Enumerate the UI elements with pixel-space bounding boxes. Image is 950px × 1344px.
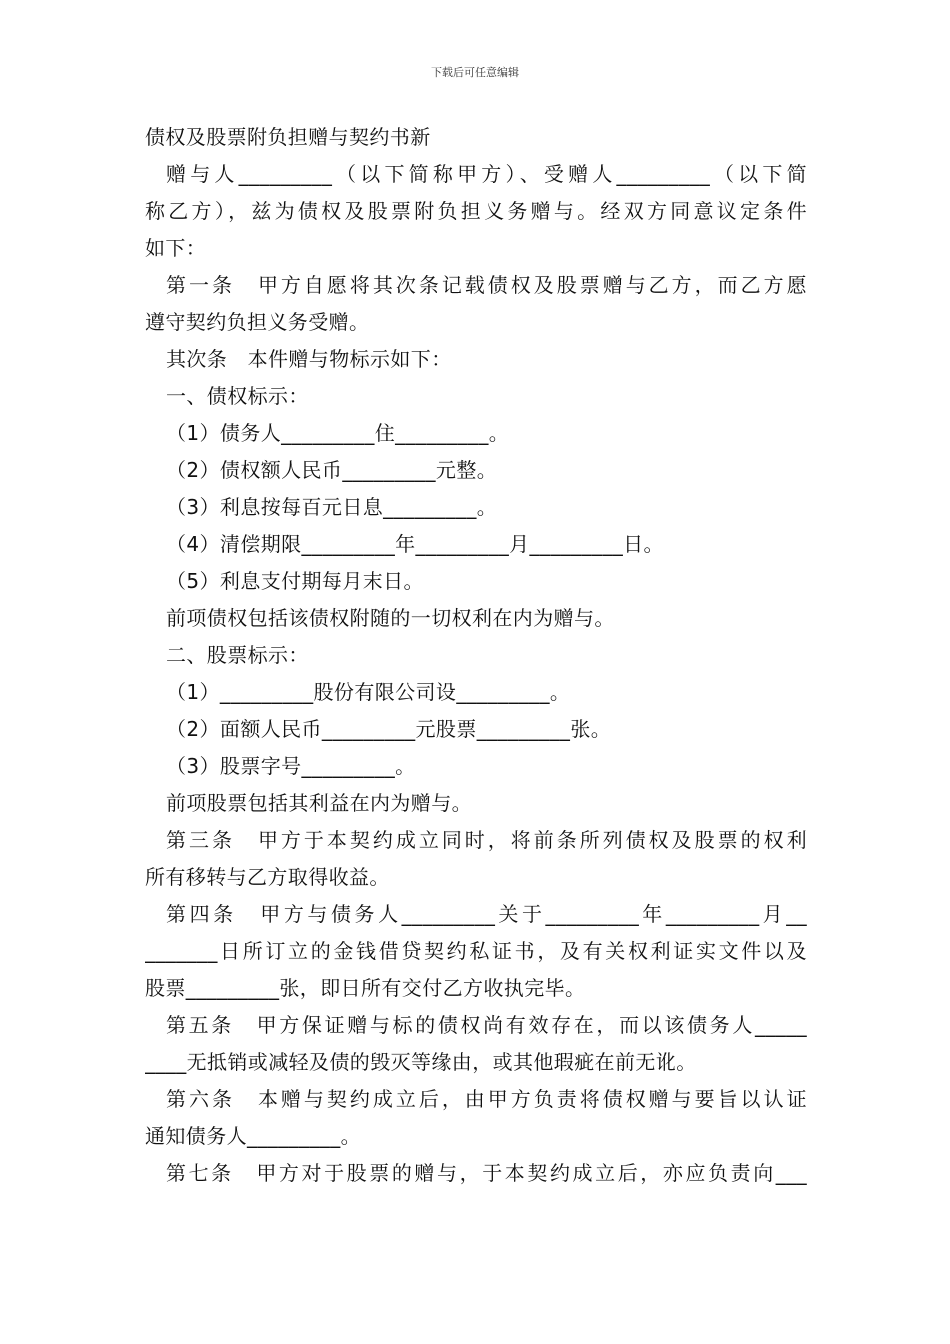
text-line: ____无抵销或减轻及债的毁灭等缘由，或其他瑕疵在前无讹。 xyxy=(145,1050,697,1074)
text-line: 其次条 本件赠与物标示如下： xyxy=(166,347,452,371)
text-line: （5）利息支付期每月末日。 xyxy=(166,569,424,593)
text-line: 第一条 甲方自愿将其次条记载债权及股票赠与乙方，而乙方愿 xyxy=(166,273,807,297)
text-line: （1）债务人_________住_________。 xyxy=(166,421,510,445)
text-line: 第三条 甲方于本契约成立同时，将前条所列债权及股票的权利 xyxy=(166,828,807,852)
text-line: （3）利息按每百元日息_________。 xyxy=(166,495,498,519)
text-line: 称乙方），兹为债权及股票附负担义务赠与。经双方同意议定条件 xyxy=(145,199,807,223)
text-line: 第四条 甲方与债务人_________关于_________年_________月__ xyxy=(166,902,807,926)
text-line: 前项股票包括其利益在内为赠与。 xyxy=(166,791,472,815)
text-line: 股票_________张，即日所有交付乙方收执完毕。 xyxy=(145,976,586,1000)
header-note: 下载后可任意编辑 xyxy=(431,66,519,79)
text-line: 赠与人_________（以下简称甲方）、受赠人_________（以下简 xyxy=(166,162,807,186)
document-title: 债权及股票附负担赠与契约书新 xyxy=(145,125,431,149)
text-line: _______日所订立的金钱借贷契约私证书，及有关权利证实文件以及 xyxy=(145,939,807,963)
text-line: 遵守契约负担义务受赠。 xyxy=(145,310,370,334)
text-line: 所有移转与乙方取得收益。 xyxy=(145,865,390,889)
text-line: （2）面额人民币_________元股票_________张。 xyxy=(166,717,612,741)
text-line: 第五条 甲方保证赠与标的债权尚有效存在，而以该债务人_____ xyxy=(166,1013,807,1037)
text-line: （4）清偿期限_________年_________月_________日。 xyxy=(166,532,664,556)
text-line: 二、股票标示： xyxy=(166,643,309,667)
text-line: 如下： xyxy=(145,236,207,260)
text-line: 第七条 甲方对于股票的赠与，于本契约成立后，亦应负责向___ xyxy=(166,1161,807,1185)
text-line: 通知债务人_________。 xyxy=(145,1124,361,1148)
text-line: 前项债权包括该债权附随的一切权利在内为赠与。 xyxy=(166,606,615,630)
text-line: （1）_________股份有限公司设_________。 xyxy=(166,680,571,704)
text-line: （2）债权额人民币_________元整。 xyxy=(166,458,498,482)
document-body xyxy=(145,119,807,1192)
text-line: （3）股票字号_________。 xyxy=(166,754,416,778)
text-line: 第六条 本赠与契约成立后，由甲方负责将债权赠与要旨以认证 xyxy=(166,1087,807,1111)
text-line: 一、债权标示： xyxy=(166,384,309,408)
